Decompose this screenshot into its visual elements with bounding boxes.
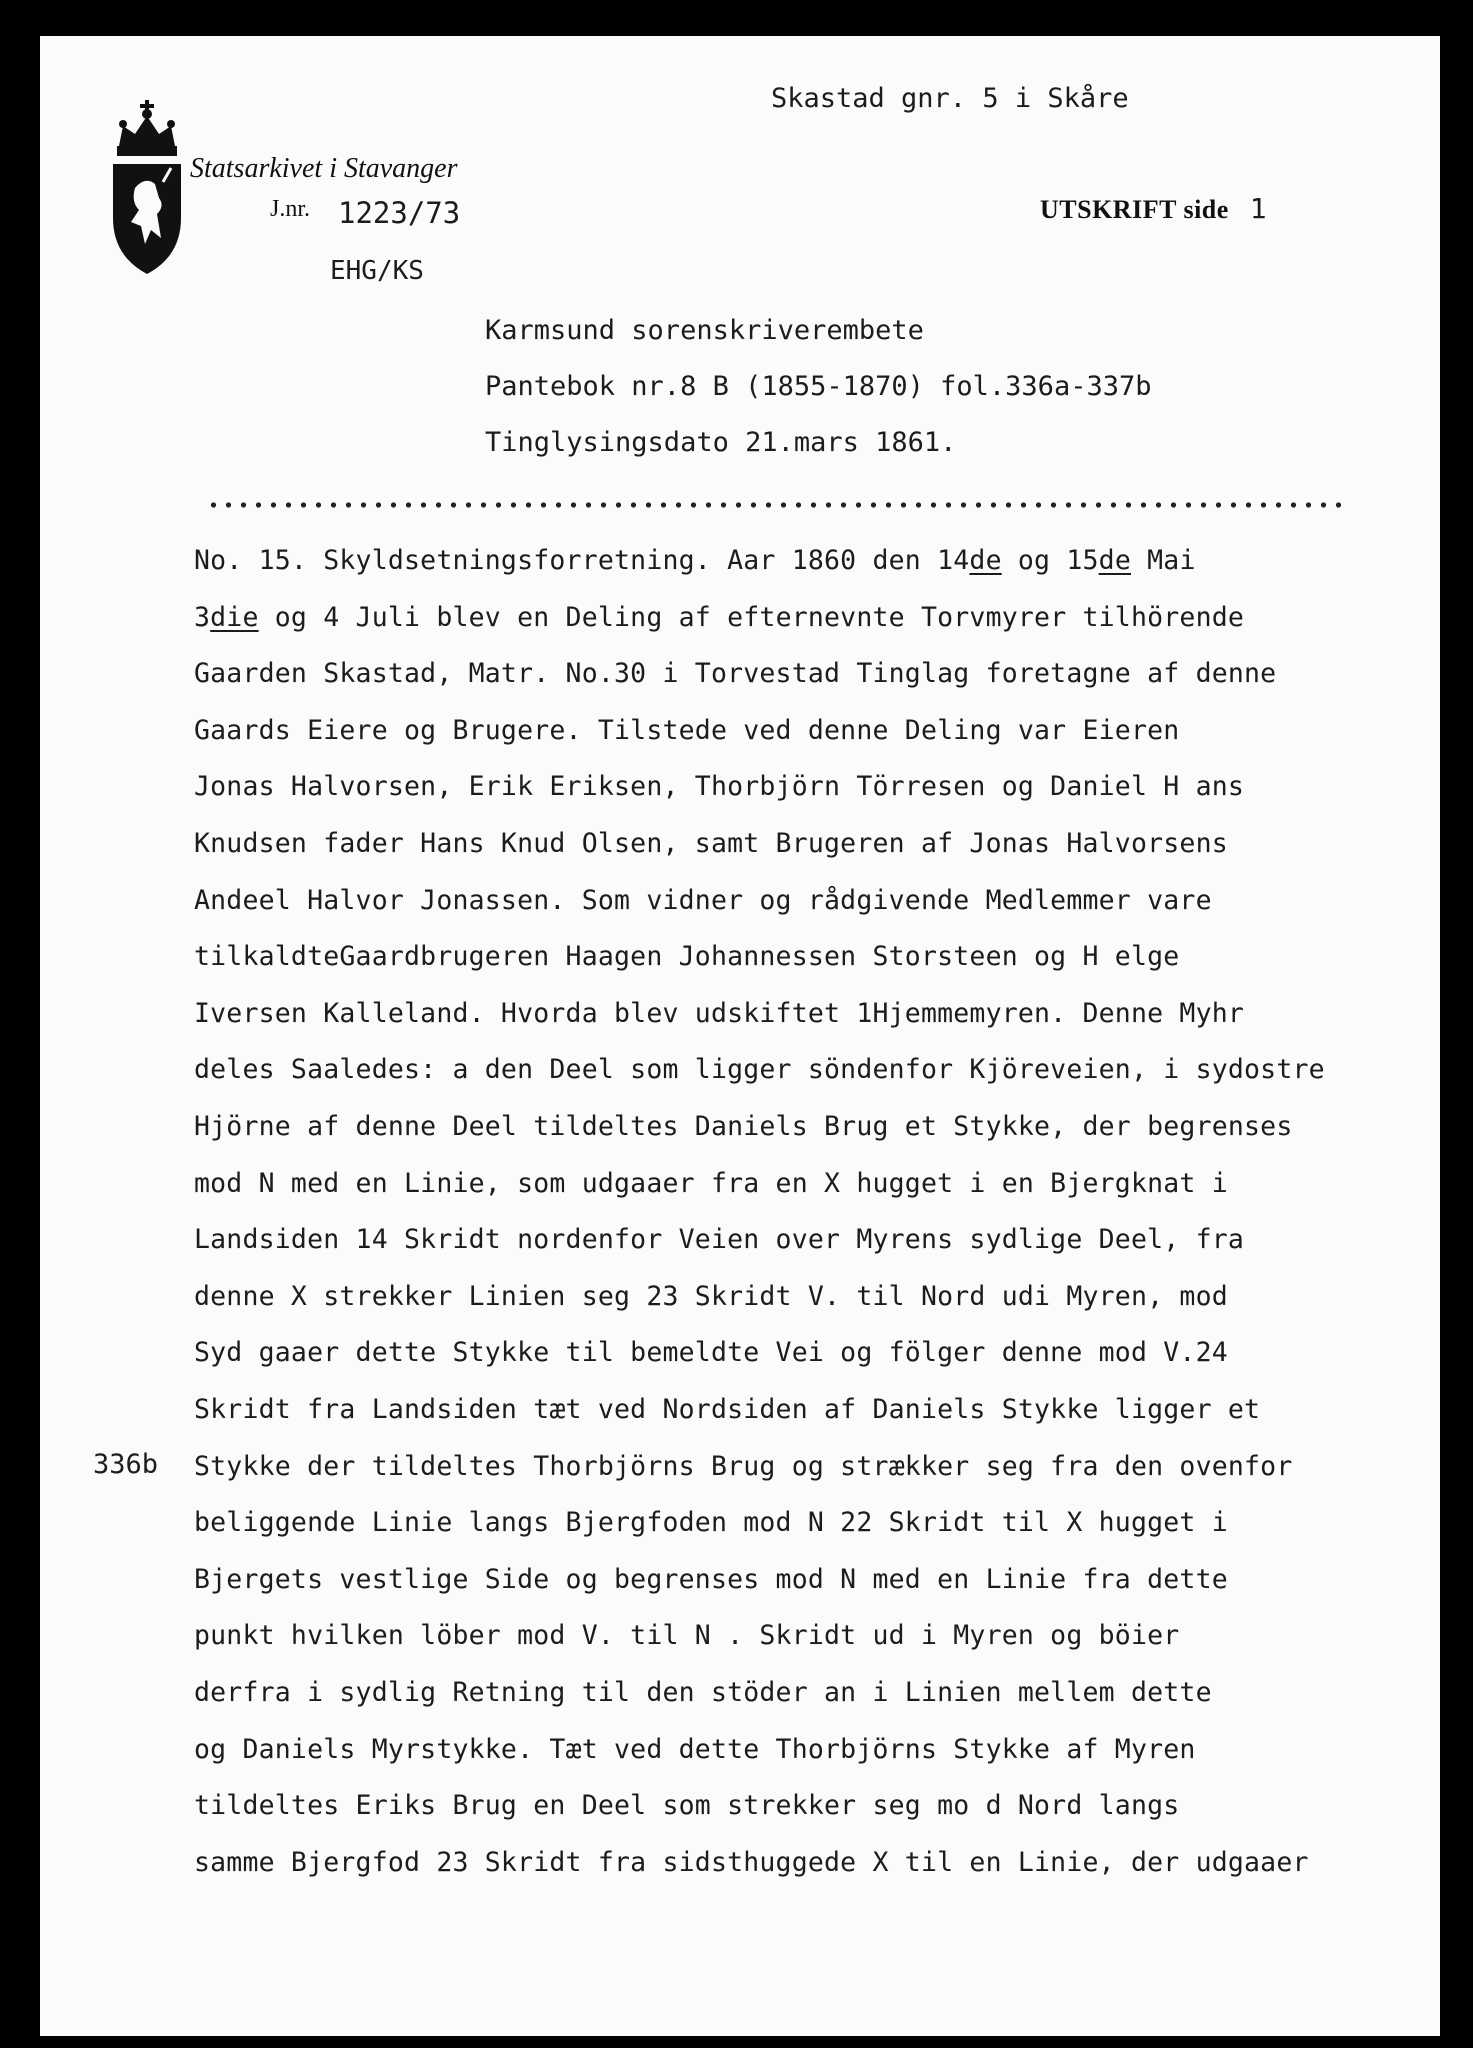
- line-text: samme Bjergfod 23 Skridt fra sidsthuggede X til en Linie, der udgaaer: [194, 1846, 1309, 1878]
- underlined-suffix: de: [1098, 545, 1131, 576]
- journal-label: J.nr.: [270, 196, 311, 222]
- line-text: derfra i sydlig Retning til den stöder an i Linien mellem dette: [194, 1677, 1212, 1708]
- body-line: [194, 1111, 1293, 1142]
- source-office: Karmsund sorenskriverembete: [485, 315, 924, 346]
- body-line: [194, 1790, 1179, 1821]
- body-line: [194, 602, 1244, 633]
- line-text: og 4 Juli blev en Deling af efternevnte Torvmyrer tilhörende: [258, 601, 1245, 633]
- line-text: mod N med en Linie, som udgaaer fra en X hugget i en Bjergknat i: [194, 1167, 1228, 1199]
- body-line: [194, 1168, 1228, 1199]
- line-text: Knudsen fader Hans Knud Olsen, samt Brugeren af Jonas Halvorsens: [194, 828, 1228, 859]
- body-line: [194, 885, 1212, 916]
- line-text: Syd gaaer dette Stykke til bemeldte Vei og fölger denne mod V.24: [194, 1337, 1228, 1369]
- line-text: Andeel Halvor Jonassen. Som vidner og rådgivende Medlemmer vare: [194, 884, 1212, 916]
- line-text: og Daniels Myrstykke. Tæt ved dette Thorbjörns Stykke af Myren: [194, 1733, 1196, 1765]
- body-line: [194, 715, 1179, 746]
- dotted-divider: [206, 501, 1346, 509]
- line-text: Mai: [1130, 545, 1196, 576]
- body-line: [194, 1507, 1228, 1538]
- body-line: [194, 1847, 1309, 1878]
- body-line: [194, 1734, 1196, 1765]
- body-line: [194, 771, 1244, 802]
- line-text: Landsiden 14 Skridt nordenfor Veien over Myrens sydlige Deel, fra: [194, 1224, 1245, 1256]
- body-line: [194, 1394, 1260, 1425]
- line-text: tildeltes Eriks Brug en Deel som strekker seg mo d Nord langs: [194, 1790, 1180, 1822]
- institution-name: Statsarkivet i Stavanger: [190, 153, 458, 184]
- body-line: [194, 1224, 1244, 1255]
- body-line: [194, 658, 1276, 689]
- page-number: 1: [1249, 192, 1268, 225]
- line-text: Jonas Halvorsen, Erik Eriksen, Thorbjörn Törresen og Daniel H ans: [194, 771, 1245, 803]
- utskrift-label: UTSKRIFT side: [1040, 195, 1229, 224]
- line-text: og 15: [1001, 545, 1099, 576]
- line-text: punkt hvilken löber mod V. til N . Skridt ud i Myren og böier: [194, 1620, 1180, 1652]
- line-text: Gaarden Skastad, Matr. No.30 i Torvestad Tinglag foretagne af denne: [194, 658, 1277, 690]
- source-date: Tinglysingsdato 21.mars 1861.: [485, 427, 957, 458]
- property-heading: Skastad gnr. 5 i Skåre: [771, 83, 1129, 114]
- source-book: Pantebok nr.8 B (1855-1870) fol.336a-337b: [485, 371, 1152, 402]
- body-line: [194, 1451, 1293, 1482]
- body-line: [194, 1337, 1228, 1368]
- document-page: [40, 36, 1440, 2036]
- line-text: deles Saaledes: a den Deel som ligger söndenfor Kjöreveien, i sydostre: [194, 1054, 1325, 1086]
- coat-of-arms-icon: [105, 98, 190, 278]
- body-line: [194, 1677, 1212, 1708]
- line-text: Gaards Eiere og Brugere. Tilstede ved denne Deling var Eieren: [194, 714, 1180, 746]
- line-text: Hjörne af denne Deel tildeltes Daniels Brug et Stykke, der begrenses: [194, 1111, 1293, 1142]
- body-line: [194, 941, 1179, 972]
- line-text: Stykke der tildeltes Thorbjörns Brug og strækker seg fra den ovenfor: [194, 1450, 1293, 1482]
- line-text: denne X strekker Linien seg 23 Skridt V. til Nord udi Myren, mod: [194, 1280, 1228, 1312]
- body-line: [194, 1564, 1228, 1595]
- initials: EHG/KS: [330, 256, 424, 286]
- body-line: [194, 1620, 1179, 1651]
- margin-folio-note: 336b: [93, 1449, 159, 1480]
- body-line: [194, 828, 1228, 859]
- line-text: Skridt fra Landsiden tæt ved Nordsiden af Daniels Stykke ligger et: [194, 1394, 1261, 1425]
- journal-number: 1223/73: [338, 196, 461, 230]
- body-line: [194, 545, 1196, 576]
- line-text: No. 15. Skyldsetningsforretning. Aar 1860 den 14: [194, 545, 970, 576]
- body-line: [194, 1054, 1325, 1085]
- line-text: Bjergets vestlige Side og begrenses mod N med en Linie fra dette: [194, 1563, 1228, 1595]
- line-text: tilkaldteGaardbrugeren Haagen Johannessen Storsteen og H elge: [194, 941, 1180, 973]
- line-text: 3: [194, 601, 211, 633]
- underlined-suffix: die: [210, 601, 259, 633]
- body-line: [194, 1281, 1228, 1312]
- underlined-suffix: de: [969, 545, 1002, 576]
- utskrift-heading: [1040, 192, 1267, 225]
- line-text: beliggende Linie langs Bjergfoden mod N 22 Skridt til X hugget i: [194, 1507, 1228, 1539]
- body-line: [194, 998, 1244, 1029]
- line-text: Iversen Kalleland. Hvorda blev udskiftet 1Hjemmemyren. Denne Myhr: [194, 997, 1245, 1029]
